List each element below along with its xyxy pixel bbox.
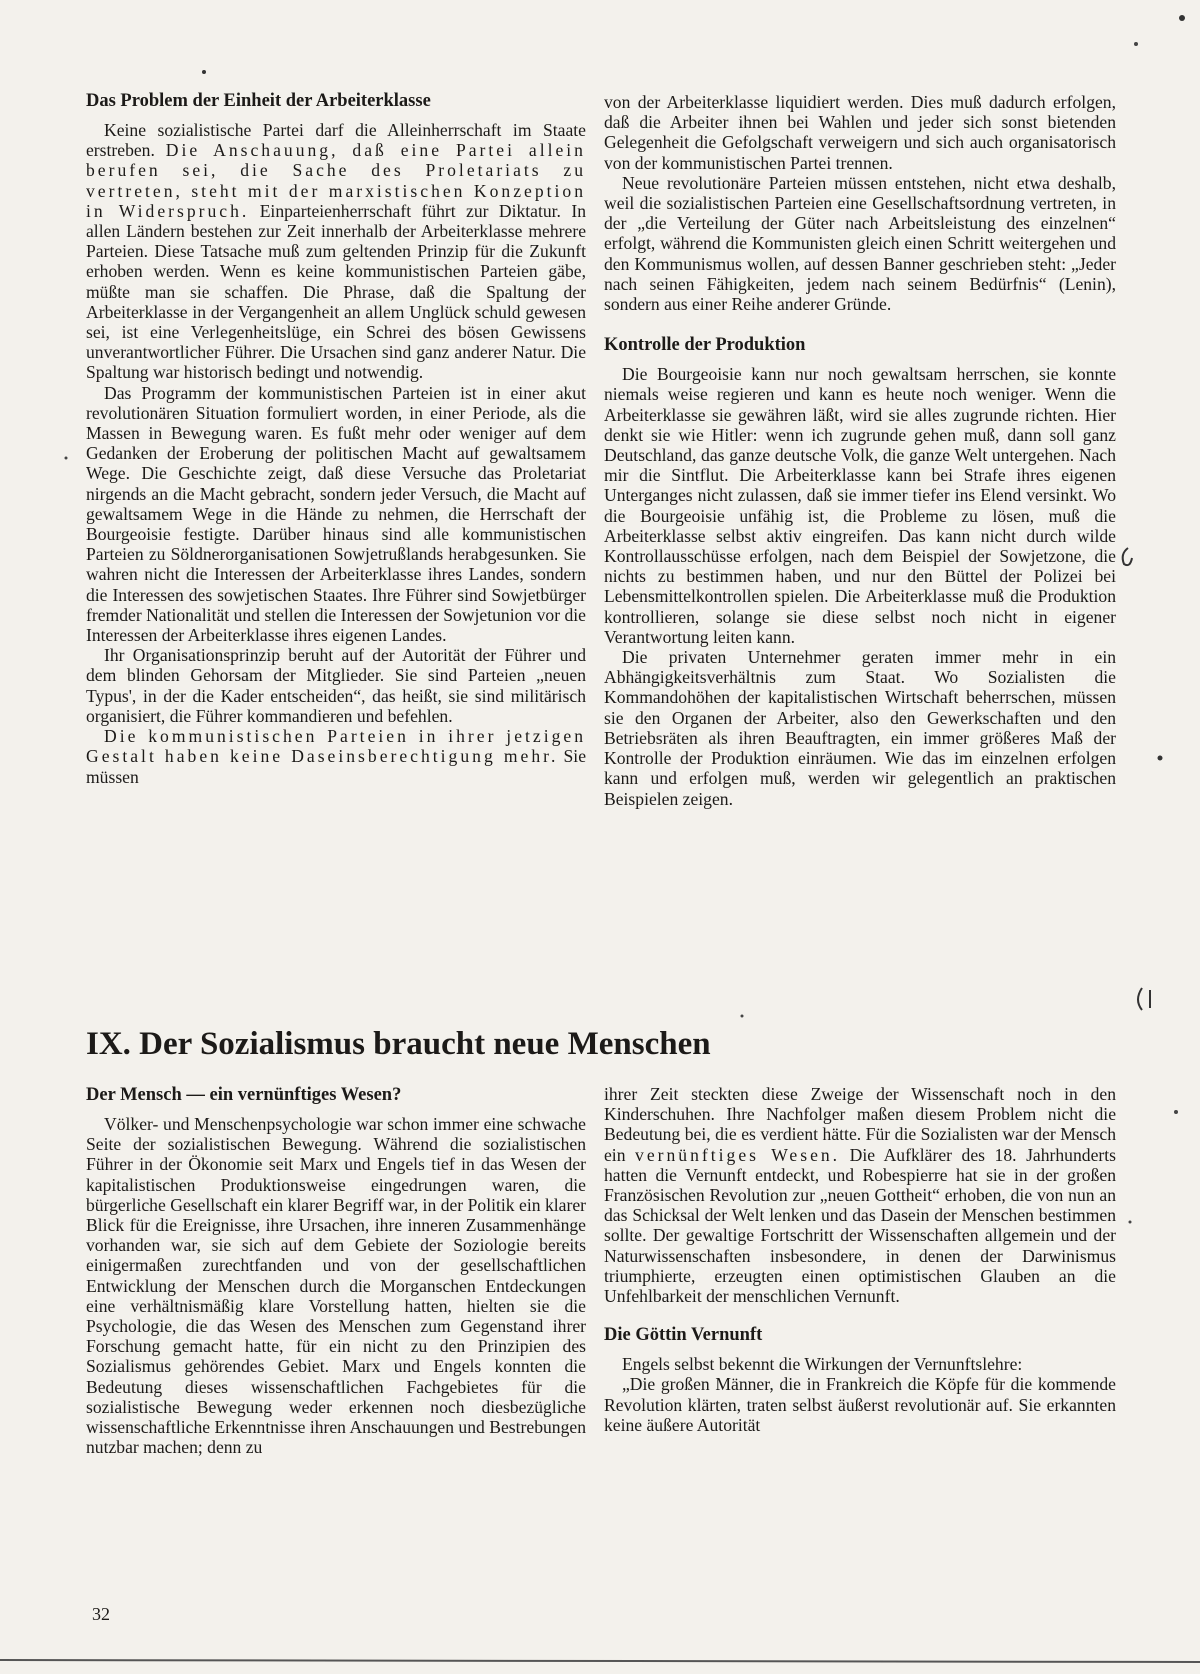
paragraph: Ihr Organisationsprinzip beruht auf der Autorität der Führer und dem blinden Gehorsam der Mitglieder. Sie sind Parteien „neuen Typus', in der die Kader entscheiden“, das heißt, sie sind militärisch organisiert, die Führer kommandieren und befehlen. — [86, 645, 586, 726]
emphasized-text: Die Anschauung, daß eine Partei allein berufen sei, die Sache des Proletariats zu vertreten, steht mit der marxistischen Konzeption in Widerspruch. — [86, 140, 586, 221]
section-heading-einheit: Das Problem der Einheit der Arbeiterklasse — [86, 91, 431, 111]
paragraph: ihrer Zeit steckten diese Zweige der Wissenschaft noch in den Kinderschuhen. Ihre Nachfolger maßen diesem Problem nicht die Bedeutung bei, die es verdient hätte. Für die Sozialisten war der Mensch ein vernünftiges Wesen. Die Aufklärer des 18. Jahrhunderts hatten die Vernunft entdeckt, und Robespierre hat sie in der großen Französischen Revolution zur „neuen Gottheit“ erhoben, die von nun an das Schicksal der Welt lenken und das Dasein der Menschen bestimmen sollte. Der gewaltige Fortschritt der Wissenschaften allgemein und der Naturwissenschaften insbesondere, in denen der Darwinismus triumphierte, erzeugten einen optimistischen Glauben an die Unfehlbarkeit der menschlichen Vernunft. — [604, 1084, 1116, 1307]
paragraph: Engels selbst bekennt die Wirkungen der Vernunftslehre: — [622, 1354, 1023, 1375]
section-heading-mensch: Der Mensch — ein vernünftiges Wesen? — [86, 1085, 402, 1105]
paragraph: „Die großen Männer, die in Frankreich die Köpfe für die kommende Revolution klärten, traten selbst äußerst revolutionär auf. Sie erkannten keine äußere Autorität — [604, 1374, 1116, 1435]
chapter-title: IX. Der Sozialismus braucht neue Menschen — [86, 1026, 711, 1062]
paragraph: Völker- und Menschenpsychologie war schon immer eine schwache Seite der sozialistischen Bewegung. Während die sozialistischen Führer in der Ökonomie seit Marx und Engels tief in das Wesen der kapitalistischen Produktionsweise eingedrungen waren, die bürgerliche Gesellschaft ein klarer Begriff war, in der Politik ein klarer Blick für die Ereignisse, ihre Ursachen, ihre inneren Zusammenhänge vorhanden war, sie sich auf dem Gebiete der Soziologie bereits einigermaßen zurechtfanden und von der gesellschaftlichen Entwicklung der Menschen durch die Morganschen Entdeckungen eine verhältnismäßig klare Vorstellung hatten, hielten sie die Psychologie, die das Wesen des Menschen zum Gegenstand ihrer Forschung gemacht hatte, für ein nicht zu den Prinzipien des Sozialismus gehörendes Gebiet. Marx und Engels konnten die Bedeutung dieses wissenschaftlichen Fachgebietes für die sozialistische Bewegung weder erkennen noch diesbezügliche wissenschaftliche Erkenntnisse ihren Anschauungen und Bestrebungen nutzbar machen; denn zu — [86, 1114, 586, 1458]
page-number: 32 — [92, 1604, 110, 1624]
emphasized-text: Die kommunistischen Parteien in ihrer jetzigen Gestalt haben keine Daseinsberechtigung mehr. — [86, 726, 586, 767]
paragraph: Das Programm der kommunistischen Parteien ist in einer akut revolutionären Situation formuliert worden, in einer Periode, als die Massen in Bewegung waren. Es fußt mehr oder weniger auf dem Gedanken der Eroberung der politischen Macht auf gewaltsamem Wege. Die Geschichte zeigt, daß diese Versuche das Proletariat nirgends an die Macht gebracht, sondern jeder Versuch, die Macht auf gewaltsamem Wege in die Hände zu nehmen, die Herrschaft der Bourgeoisie festigte. Darüber hinaus sind alle kommunistischen Parteien zu Söldnerorganisationen Sowjetrußlands herabgesunken. Sie wahren nicht die Interessen der Arbeiterklasse ihres Landes, sondern die Interessen des sowjetischen Staates. Ihre Führer sind Sowjetbürger fremder Nationalität und stellen die Interessen der Sowjetunion vor die Interessen der Arbeiterklasse ihres eigenen Landes. — [86, 382, 586, 646]
paragraph: Keine sozialistische Partei darf die Alleinherrschaft im Staate erstreben. Die Anschauung, daß eine Partei allein berufen sei, die Sache des Proletariats zu vertreten, steht mit der marxistischen Konzeption in Widerspruch. Einparteienherrschaft führt zur Diktatur. In allen Ländern bestehen zur Zeit innerhalb der Arbeiterklasse mehrere Parteien. Diese Tatsache muß zum geltenden Prinzip für die Zukunft erhoben werden. Wenn es keine kommunistischen Parteien gäbe, müßte man sie schaffen. Die Phrase, daß die Spaltung der Arbeiterklasse in der Vergangenheit an allem Unglück schuld gewesen sei, ist eine Verlegenheitslüge, ein Schrei des bösen Gewissens unverantwortlicher Führer. Die Ursachen sind ganz anderer Natur. Die Spaltung war historisch bedingt und notwendig. — [86, 120, 586, 383]
paragraph: Neue revolutionäre Parteien müssen entstehen, nicht etwa deshalb, weil die sozialistischen Parteien eine Gesellschaftsordnung vertreten, in der „die Verteilung der Güter nach Arbeitsleistung des einzelnen“ erfolgt, während die Kommunisten gleich einen Schritt weitergehen und den Kommunismus wollen, auf dessen Banner geschrieben steht: „Jeder nach seinen Fähigkeiten, jedem nach seinem Bedürfnis“ (Lenin), sondern aus einer Reihe anderer Gründe. — [604, 172, 1116, 315]
section-heading-kontrolle: Kontrolle der Produktion — [604, 335, 806, 356]
section-heading-goettin: Die Göttin Vernunft — [604, 1325, 763, 1346]
paragraph: Die privaten Unternehmer geraten immer mehr in ein Abhängigkeitsverhältnis zum Staat. Wo Sozialisten die Kommandohöhen der kapitalistischen Wirtschaft beherrschen, müssen sie den Organen der Arbeiter, also den Gewerkschaften und den Betriebsräten als ihren Beauftragten, ein immer größeres Maß der Kontrolle der Produktion einräumen. Wie das im einzelnen erfolgen kann und erfolgen muß, werden wir gelegentlich an praktischen Beispielen zeigen. — [604, 647, 1116, 809]
paragraph: von der Arbeiterklasse liquidiert werden. Dies muß dadurch erfolgen, daß die Arbeiter ihnen bei Wahlen und jeder sich sonst bietenden Gelegenheit die Gefolgschaft verweigern und sich auch organisatorisch von der kommunistischen Partei trennen. — [604, 92, 1116, 173]
emphasized-text: vernünftiges Wesen. — [635, 1144, 841, 1165]
paragraph: Die Bourgeoisie kann nur noch gewaltsam herrschen, sie konnte niemals weise regieren und kann es heute noch weniger. Wenn die Arbeiterklasse sie gewähren läßt, wird sie alles zugrunde richten. Hier denkt sie wie Hitler: wenn ich zugrunde gehen muß, dann soll ganz Deutschland, das ganze deutsche Volk, die ganze Welt untergehen. Nach mir die Sintflut. Die Arbeiterklasse kann bei Strafe ihres eigenen Unterganges nicht zulassen, daß sie immer tiefer ins Elend versinkt. Wo die Bourgeoisie unfähig ist, die Probleme zu lösen, muß die Arbeiterklasse selbst aktiv eingreifen. Das kann nicht durch wilde Kontrollausschüsse erfolgen, nach dem Beispiel der Sowjetzone, die nichts zu bestimmen haben, und nur den Büttel der Polizei bei Lebensmittelkontrollen spielen. Die Arbeiterklasse muß die Produktion kontrollieren, solange sie diese selbst noch nicht in eigener Verantwortung leiten kann. — [604, 364, 1116, 647]
paragraph: Die kommunistischen Parteien in ihrer jetzigen Gestalt haben keine Daseinsberechtigung mehr. Sie müssen — [86, 726, 586, 787]
